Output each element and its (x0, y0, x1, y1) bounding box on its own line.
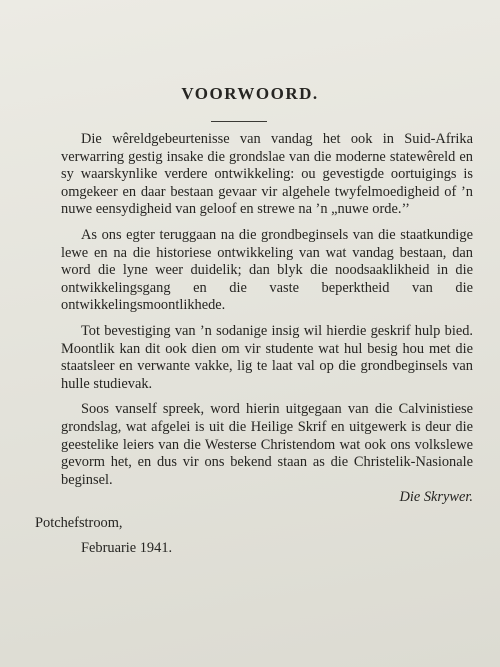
place-line: Potchefstroom, (35, 514, 123, 531)
title-divider (211, 121, 267, 122)
paragraph-3: Tot bevestiging van ’n sodanige insig wil hierdie geskrif hulp bied. Moontlik kan dit ook dien om vir studente wat hul besig hou met die staatsleer en verwante vakke, lig te laat val op die grondbeginsels van hulle studievak. (61, 322, 473, 392)
author-signature: Die Skrywer. (399, 489, 473, 506)
date-line: Februarie 1941. (81, 540, 173, 557)
page-title: VOORWOORD. (181, 84, 319, 103)
paragraph-1: Die wêreldgebeurtenisse van vandag het ook in Suid-Afrika verwarring gestig insake die grondslae van die moderne statewêreld en sy waarskynlike verdere ontwikkeling: ou gevestigde oortuigings is omgekeer en daar bestaan gevaar vir algehele twyfelmoedigheid of ’n nuwe eensydigheid van geloof en strewe na ’n „nuwe orde.’’ (61, 131, 473, 218)
paragraph-4: Soos vanself spreek, word hierin uitgegaan van die Calvinistiese grondslag, wat afgelei is uit die Heilige Skrif en uitgewerk is deur die geestelike leiers van die Westerse Christendom wat ook ons volkslewe gevorm het, en dus vir ons bekend staan as die Christelik-Nasionale beginsel. (61, 401, 473, 488)
preface-body (35, 131, 473, 566)
paragraph-2: As ons egter teruggaan na die grondbeginsels van die staatkundige lewe en na die historiese ontwikkeling van wat vandag bestaan, dan word die lyne weer duidelik; dan blyk die noodsaaklikheid in die ontwikkelingsgang en die vaste beperktheid van die ontwikkelingsmoontlikhede. (61, 226, 473, 314)
